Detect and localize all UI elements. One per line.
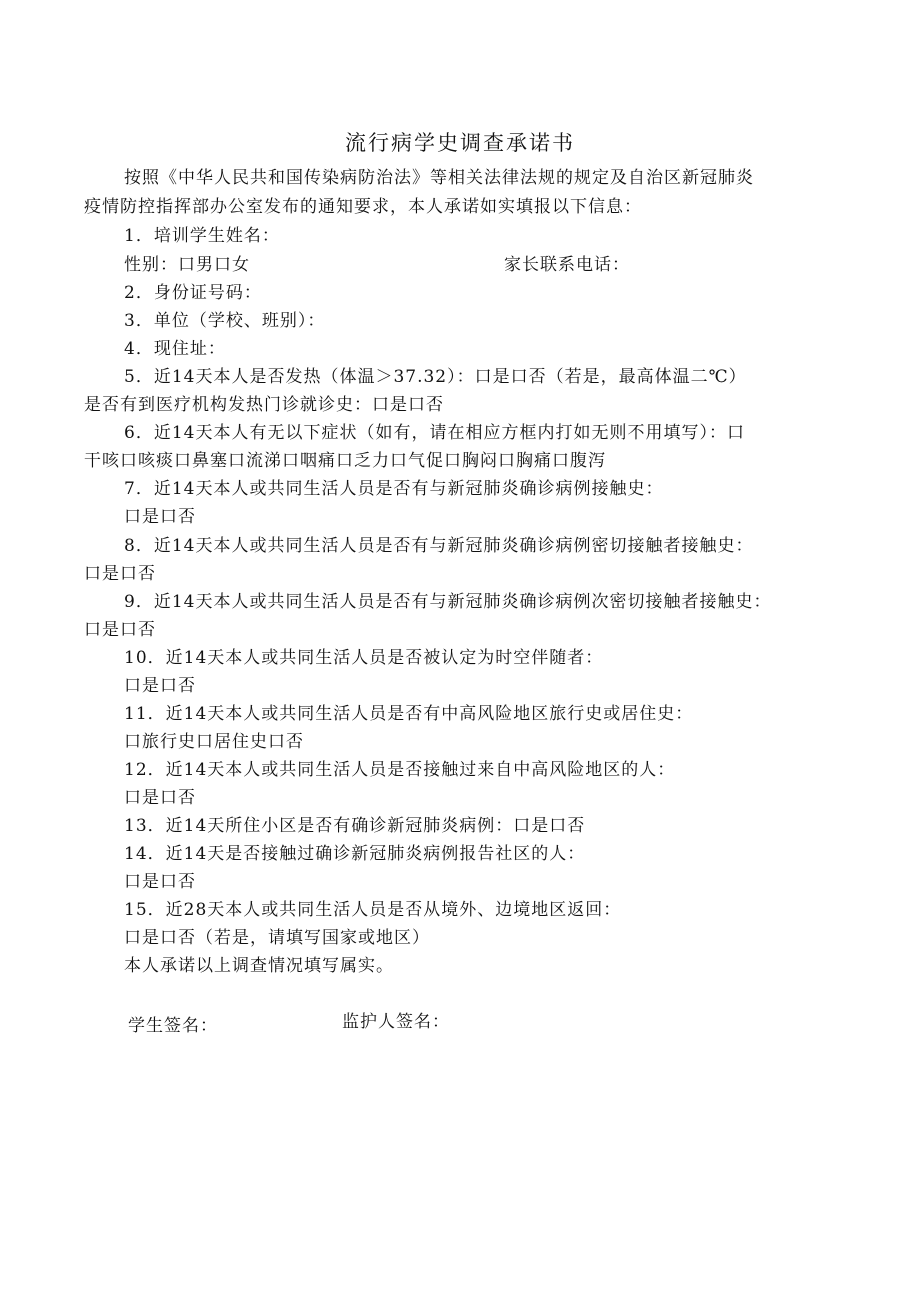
commitment-statement: 本人承诺以上调查情况填写属实。	[124, 956, 394, 976]
item-9-secondary-contact: 9．近14天本人或共同生活人员是否有与新冠肺炎确诊病例次密切接触者接触史：	[124, 592, 772, 612]
item-6-symptom-list: 干咳口咳痰口鼻塞口流涕口咽痛口乏力口气促口胸闷口胸痛口腹泻	[84, 451, 606, 471]
item-8-options: 口是口否	[84, 564, 156, 584]
item-1-name: 1．培训学生姓名：	[124, 226, 280, 246]
item-9-options: 口是口否	[84, 620, 156, 640]
item-10-options: 口是口否	[124, 676, 196, 696]
item-10-companion: 10．近14天本人或共同生活人员是否被认定为时空伴随者：	[124, 648, 604, 668]
item-12-options: 口是口否	[124, 788, 196, 808]
item-11-options: 口旅行史口居住史口否	[124, 732, 304, 752]
item-4-address: 4．现住址：	[124, 339, 226, 359]
item-14-reported-community: 14．近14天是否接触过确诊新冠肺炎病例报告社区的人：	[124, 844, 586, 864]
item-8-close-contact: 8．近14天本人或共同生活人员是否有与新冠肺炎确诊病例密切接触者接触史：	[124, 536, 754, 556]
document-title: 流行病学史调查承诺书	[345, 131, 575, 155]
item-2-id: 2．身份证号码：	[124, 283, 262, 303]
item-13-community: 13．近14天所住小区是否有确诊新冠肺炎病例：口是口否	[124, 816, 586, 836]
item-6-symptoms: 6．近14天本人有无以下症状（如有，请在相应方框内打如无则不用填写）：口	[124, 423, 745, 443]
intro-line-1: 按照《中华人民共和国传染病防治法》等相关法律法规的规定及自治区新冠肺炎	[124, 168, 754, 188]
gender-field: 性别：口男口女	[124, 255, 250, 275]
item-15-options: 口是口否（若是，请填写国家或地区）	[124, 928, 430, 948]
guardian-signature-label: 监护人签名：	[342, 1012, 450, 1032]
item-7-options: 口是口否	[124, 507, 196, 527]
item-5-clinic: 是否有到医疗机构发热门诊就诊史：口是口否	[84, 395, 444, 415]
item-5-fever: 5．近14天本人是否发热（体温＞37.32）：口是口否（若是，最高体温二℃）	[124, 367, 747, 387]
item-7-contact: 7．近14天本人或共同生活人员是否有与新冠肺炎确诊病例接触史：	[124, 479, 664, 499]
student-signature-label: 学生签名：	[128, 1016, 218, 1036]
item-11-risk-area: 11．近14天本人或共同生活人员是否有中高风险地区旅行史或居住史：	[124, 704, 694, 724]
parent-phone-field: 家长联系电话：	[504, 255, 630, 275]
item-14-options: 口是口否	[124, 872, 196, 892]
item-3-unit: 3．单位（学校、班别）：	[124, 311, 326, 331]
item-15-abroad: 15．近28天本人或共同生活人员是否从境外、边境地区返回：	[124, 900, 622, 920]
intro-line-2: 疫情防控指挥部办公室发布的通知要求，本人承诺如实填报以下信息：	[84, 197, 642, 217]
item-12-risk-people: 12．近14天本人或共同生活人员是否接触过来自中高风险地区的人：	[124, 760, 676, 780]
